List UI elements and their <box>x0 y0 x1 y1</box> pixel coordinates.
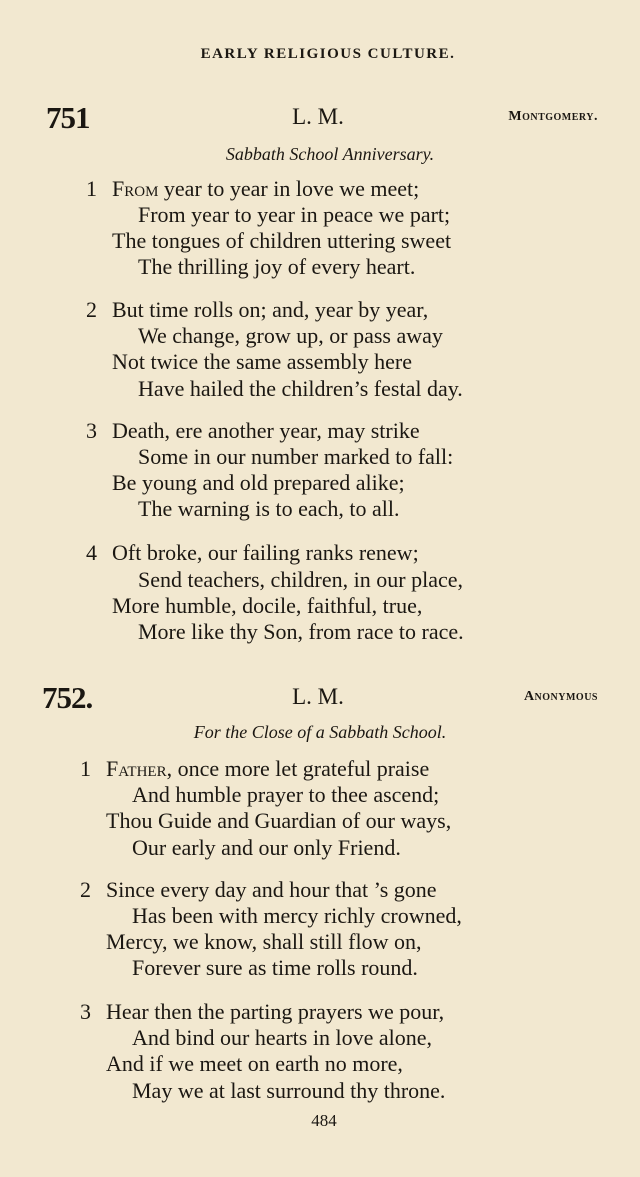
verse-line: From year to year in peace we part; <box>138 202 451 227</box>
verse-line: More humble, docile, faithful, true, <box>112 593 423 618</box>
verse-line <box>112 297 428 323</box>
verse-line <box>112 418 420 444</box>
verse-line: More like thy Son, from race to race. <box>138 619 464 644</box>
verse-line: The thrilling joy of every heart. <box>138 254 416 279</box>
stanza-number: 1 <box>80 756 91 781</box>
verse-first-line-rest: Hear then the parting prayers we pour, <box>106 999 445 1024</box>
verse-line: Forever sure as time rolls round. <box>132 955 418 980</box>
verse-line: Send teachers, children, in our place, <box>138 567 463 592</box>
verse-line: The warning is to each, to all. <box>138 496 400 521</box>
verse-line <box>106 999 444 1025</box>
hymn-number: 751 <box>46 100 90 135</box>
stanza-number: 3 <box>80 999 91 1024</box>
verse-first-line-rest: Since every day and hour that ’s gone <box>106 877 437 902</box>
hymn-meter: L. M. <box>292 684 344 709</box>
verse-line: Thou Guide and Guardian of our ways, <box>106 808 452 833</box>
verse-first-word: From <box>112 176 159 201</box>
hymn-subtitle: For the Close of a Sabbath School. <box>193 722 447 742</box>
verse-line <box>106 756 429 782</box>
verse-first-line-rest: Oft broke, our failing ranks renew; <box>112 540 419 565</box>
stanza-number: 4 <box>86 540 97 565</box>
verse-first-line-rest: Death, ere another year, may strike <box>112 418 420 443</box>
verse-line <box>112 176 419 202</box>
page-number: 484 <box>311 1111 337 1130</box>
verse-line: Our early and our only Friend. <box>132 835 401 860</box>
verse-line: And if we meet on earth no more, <box>106 1051 403 1076</box>
verse-line: Mercy, we know, shall still flow on, <box>106 929 422 954</box>
verse-line: Be young and old prepared alike; <box>112 470 405 495</box>
hymn-number: 752. <box>42 680 93 715</box>
verse-line: Not twice the same assembly here <box>112 349 412 374</box>
verse-first-line-rest: , once more let grateful praise <box>166 756 430 781</box>
hymn-751-heading <box>0 100 640 134</box>
verse-line: Have hailed the children’s festal day. <box>138 376 463 401</box>
verse-line: Has been with mercy richly crowned, <box>132 903 462 928</box>
verse-line: Some in our number marked to fall: <box>138 444 454 469</box>
hymn-752-heading <box>0 680 640 714</box>
verse-first-line-rest: But time rolls on; and, year by year, <box>112 297 429 322</box>
verse-line: We change, grow up, or pass away <box>138 323 443 348</box>
hymn-meter: L. M. <box>292 104 344 129</box>
hymn-author: Anonymous <box>523 689 598 704</box>
verse-line: The tongues of children uttering sweet <box>112 228 452 253</box>
stanza-number: 2 <box>80 877 91 902</box>
verse-line: And humble prayer to thee ascend; <box>132 782 440 807</box>
stanza-number: 3 <box>86 418 97 443</box>
running-header: EARLY RELIGIOUS CULTURE. <box>200 46 456 62</box>
verse-line: May we at last surround thy throne. <box>132 1078 446 1103</box>
stanza-number: 2 <box>86 297 97 322</box>
verse-first-line-rest: year to year in love we meet; <box>158 176 420 201</box>
hymn-subtitle: Sabbath School Anniversary. <box>225 144 435 164</box>
stanza-number: 1 <box>86 176 97 201</box>
verse-line <box>106 877 437 903</box>
verse-line <box>112 540 419 566</box>
hymn-author: Montgomery. <box>508 109 598 124</box>
verse-line: And bind our hearts in love alone, <box>132 1025 432 1050</box>
verse-first-word: Father <box>106 756 167 781</box>
